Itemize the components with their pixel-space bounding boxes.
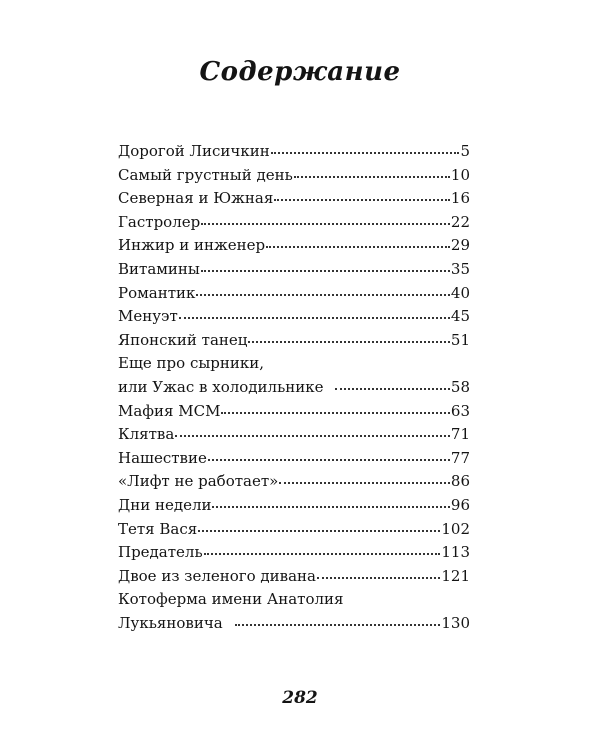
leader-dots: [201, 270, 450, 272]
leader-dots: [175, 435, 450, 437]
toc-entry-title: Лукьяновича: [118, 613, 223, 632]
toc-entry-title: Менуэт: [118, 307, 178, 326]
toc-entry-title: Предатель: [118, 543, 203, 562]
leader-dots: [198, 530, 440, 532]
leader-dots: [208, 459, 450, 461]
toc-entry: [118, 423, 470, 447]
toc-entry-page: 71: [450, 425, 470, 444]
page-title: Содержание: [199, 57, 401, 87]
toc-entry-title-line1: Еще про сырники,: [118, 354, 265, 373]
toc-entry-title: Самый грустный день: [118, 165, 293, 184]
toc-entry-page: 58: [450, 377, 470, 396]
toc-entry-title: или Ужас в холодильнике: [118, 377, 324, 396]
toc-entry-page: 16: [450, 189, 470, 208]
toc-entry-page: 22: [450, 212, 470, 231]
toc-entry-page: 86: [450, 472, 470, 491]
leader-dots: [201, 223, 450, 225]
leader-dots: [204, 553, 441, 555]
toc-entry: [118, 234, 470, 258]
leader-dots: [196, 294, 450, 296]
toc-entry-title: Северная и Южная: [118, 189, 274, 208]
table-of-contents: [118, 140, 470, 635]
toc-entry-page: 121: [441, 566, 470, 585]
toc-entry-page: 96: [450, 495, 470, 514]
leader-dots: [317, 577, 440, 579]
toc-entry-title: Двое из зеленого дивана: [118, 566, 316, 585]
toc-entry-page: 113: [441, 543, 470, 562]
leader-dots: [266, 246, 450, 248]
toc-entry: [118, 376, 470, 400]
toc-entry: [118, 187, 470, 211]
toc-entry-page: 63: [450, 401, 470, 420]
toc-entry-page: 51: [450, 330, 470, 349]
toc-entry: [118, 305, 470, 329]
toc-entry-title: Витамины: [118, 259, 200, 278]
toc-entry-title: Нашествие: [118, 448, 207, 467]
leader-dots: [271, 152, 460, 154]
leader-dots: [212, 506, 449, 508]
toc-entry: [118, 329, 470, 353]
toc-entry-title-line1: Котоферма имени Анатолия: [118, 590, 344, 609]
leader-dots: [221, 412, 449, 414]
leader-dots: [294, 176, 450, 178]
toc-entry-title: Романтик: [118, 283, 196, 302]
toc-entry-page: 35: [450, 259, 470, 278]
leader-dots: [279, 482, 450, 484]
toc-entry-page: 130: [441, 613, 470, 632]
leader-dots: [179, 317, 450, 319]
leader-dots: [335, 388, 449, 390]
toc-entry: [118, 258, 470, 282]
toc-entry-page: 5: [460, 142, 470, 160]
leader-dots: [248, 341, 449, 343]
page-number: 282: [282, 688, 318, 708]
toc-entry-page: 102: [441, 519, 470, 538]
toc-entry: [118, 140, 470, 164]
leader-dots: [274, 199, 450, 201]
toc-entry-title: Тетя Вася: [118, 519, 198, 538]
toc-entry: [118, 470, 470, 494]
toc-entry: [118, 211, 470, 235]
toc-entry: [118, 518, 470, 542]
toc-entry-title: Гастролер: [118, 212, 201, 231]
toc-entry-title: Клятва: [118, 425, 175, 444]
toc-entry-page: 45: [450, 307, 470, 326]
toc-entry: [118, 541, 470, 565]
toc-entry: [118, 400, 470, 424]
toc-entry-title: Дни недели: [118, 495, 212, 514]
toc-entry-title: Инжир и инженер: [118, 236, 266, 255]
toc-entry: [118, 447, 470, 471]
toc-entry: [118, 565, 470, 589]
toc-entry: [118, 164, 470, 188]
toc-entry-page: 40: [450, 283, 470, 302]
leader-dots: [235, 624, 441, 626]
toc-entry-page: 10: [450, 165, 470, 184]
toc-entry-page: 29: [450, 236, 470, 255]
toc-entry-title: Мафия МСМ: [118, 401, 221, 420]
toc-entry-title: Японский танец: [118, 330, 248, 349]
toc-entry-page: 77: [450, 448, 470, 467]
toc-entry: [118, 282, 470, 306]
toc-entry-title: «Лифт не работает»: [118, 472, 279, 491]
toc-entry: [118, 612, 470, 636]
toc-entry: [118, 494, 470, 518]
toc-entry-title: Дорогой Лисичкин: [118, 142, 270, 160]
